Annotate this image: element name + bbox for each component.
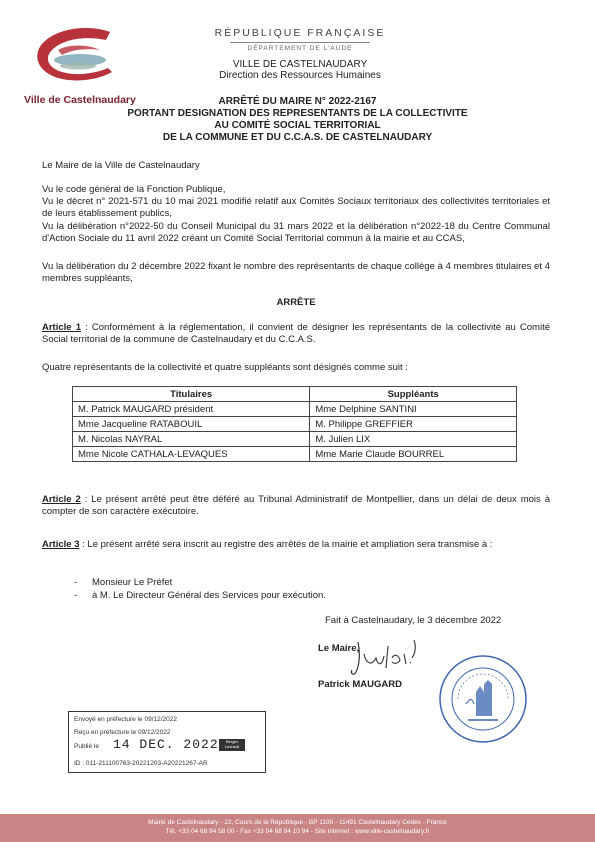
republic-title: RÉPUBLIQUE FRANÇAISE [214, 27, 386, 39]
prefecture-stamp [68, 711, 266, 773]
header-suppleants: Suppléants [310, 387, 517, 402]
le-maire-label: Le Maire, [318, 643, 360, 654]
city-logo [28, 22, 138, 92]
stamp-date: 14 DEC. 2022 [113, 737, 219, 752]
footer-address: Mairie de Castelnaudary - 22, Cours de la République - BP 1100 - 11491 Castelnaudary Cedex - France [148, 819, 447, 826]
representatives-table [72, 386, 517, 462]
logo-text: Ville de Castelnaudary [24, 94, 136, 106]
titulaire-cell: Mme Nicole CATHALA-LEVAQUES [73, 447, 310, 462]
visa-4: Vu la délibération du 2 décembre 2022 fixant le nombre des représentants de chaque collège à 4 membres titulaires et 4 membres suppléants, [42, 261, 550, 284]
stamp-envoye: Envoyé en préfecture le 09/12/2022 [74, 716, 177, 723]
stamp-badge: Berger Levrault [219, 739, 245, 751]
department-label: DÉPARTEMENT DE L'AUDE [247, 45, 353, 52]
recipient-text: à M. Le Directeur Général des Services pour exécution. [92, 590, 326, 601]
recipient-item: - à M. Le Directeur Général des Services pour exécution. [74, 590, 326, 601]
table-intro: Quatre représentants de la collectivité et quatre suppléants sont désignés comme suit : [42, 362, 408, 373]
table-row [73, 417, 517, 432]
city-seal-icon [438, 654, 528, 744]
title-line-3: AU COMITÉ SOCIAL TERRITORIAL [214, 120, 381, 131]
recipient-item: - Monsieur Le Préfet [74, 577, 173, 588]
recipient-text: Monsieur Le Préfet [92, 577, 173, 588]
suppleant-cell: M. Julien LIX [310, 432, 517, 447]
stamp-id: ID : 011-211100763-20221203-A20221267-AR [74, 760, 208, 767]
intro-text: Le Maire de la Ville de Castelnaudary [42, 160, 200, 171]
visa-1: Vu le code général de la Fonction Publique, [42, 184, 226, 195]
stamp-recu: Reçu en préfecture le 09/12/2022 [74, 729, 171, 736]
arrete-heading: ARRÊTE [276, 297, 316, 308]
article-3 [42, 539, 550, 551]
stamp-publie: Publié le [74, 743, 99, 750]
table-row [73, 432, 517, 447]
article-1-label: Article 1 [42, 322, 81, 333]
table-row [73, 447, 517, 462]
direction-label: Direction des Ressources Humaines [219, 70, 381, 81]
titulaire-cell: M. Patrick MAUGARD président [73, 402, 310, 417]
article-1 [42, 322, 550, 345]
titulaire-cell: Mme Jacqueline RATABOUIL [73, 417, 310, 432]
suppleant-cell: Mme Delphine SANTINI [310, 402, 517, 417]
city-label: VILLE DE CASTELNAUDARY [232, 59, 368, 70]
signature-place-date: Fait à Castelnaudary, le 3 décembre 2022 [325, 615, 502, 626]
table-row [73, 402, 517, 417]
arrete-number: ARRÊTÉ DU MAIRE N° 2022-2167 [218, 96, 377, 107]
visa-2: Vu le décret n° 2021-571 du 10 mai 2021 modifié relatif aux Comités Sociaux territoriaux des collectivités territoriales et de leurs établissement publics, [42, 196, 550, 219]
mayor-name: Patrick MAUGARD [318, 679, 402, 690]
article-2 [42, 494, 550, 517]
header-divider [230, 42, 370, 43]
title-line-2: PORTANT DESIGNATION DES REPRESENTANTS DE LA COLLECTIVITE [127, 108, 468, 119]
header-titulaires: Titulaires [73, 387, 310, 402]
article-2-label: Article 2 [42, 494, 81, 505]
title-line-4: DE LA COMMUNE ET DU C.C.A.S. DE CASTELNAUDARY [162, 132, 433, 143]
suppleant-cell: M. Philippe GREFFIER [310, 417, 517, 432]
handwritten-signature [346, 632, 426, 682]
visa-3: Vu la délibération n°2022-50 du Conseil Municipal du 31 mars 2022 et la délibération n°2022-18 du Centre Communal d'Action Sociale du 11 avril 2022 créant un Comité Social Territorial commun à la mairie et au CCAS, [42, 221, 550, 244]
footer-contact: Tél. +33 04 68 94 58 00 - Fax +33 04 68 94 10 94 - Site internet : www.ville-castelnaudary.fr [165, 828, 430, 835]
titulaire-cell: M. Nicolas NAYRAL [73, 432, 310, 447]
article-3-label: Article 3 [42, 539, 80, 550]
article-1-text: : Conformément à la réglementation, il convient de désigner les représentants de la collectivité au Comité Social territorial de la commune de Castelnaudary et du C.C.A.S. [42, 322, 550, 345]
article-2-text: : Le présent arrêté peut être déféré au Tribunal Administratif de Montpellier, dans un délai de deux mois à compter de son caractère exécutoire. [42, 494, 551, 517]
article-3-text: : Le présent arrêté sera inscrit au registre des arrêtés de la mairie et ampliation sera transmise à : [79, 539, 493, 550]
suppleant-cell: Mme Marie Claude BOURREL [310, 447, 517, 462]
page-footer [0, 814, 595, 842]
table-header-row [73, 387, 517, 402]
